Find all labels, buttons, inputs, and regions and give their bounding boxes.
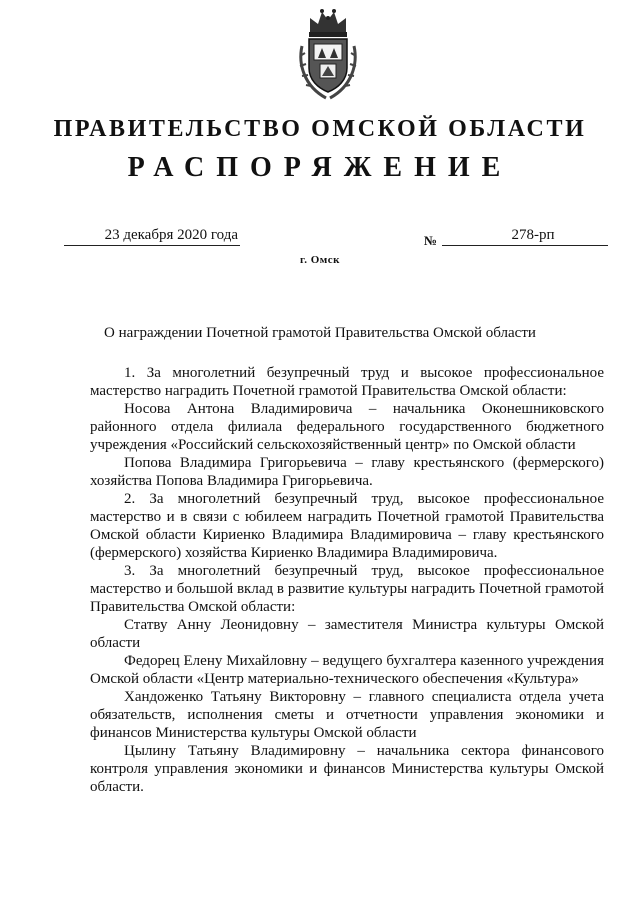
omsk-coat-of-arms-icon xyxy=(296,6,360,102)
date-field xyxy=(64,226,240,246)
paragraph: Цылину Татьяну Владимировну – начальника сектора финансового контроля управления экономики и финансов Министерства культуры Омской области. xyxy=(90,743,604,795)
document-subject: О награждении Почетной грамотой Правительства Омской области xyxy=(104,325,536,341)
paragraph: Носова Антона Владимировича – начальника Оконешниковского районного отдела филиала федерального государственного бюджетного учреждения «Российский сельскохозяйственный центр» по Омской области xyxy=(90,401,604,453)
number-sign: № xyxy=(424,233,438,248)
document-number: 278-рп xyxy=(511,227,555,243)
paragraph: Попова Владимира Григорьевича – главу крестьянского (фермерского) хозяйства Попова Владимира Григорьевича. xyxy=(90,455,604,489)
paragraph: Федорец Елену Михайловну – ведущего бухгалтера казенного учреждения Омской области «Центр материально-технического обеспечения «Культура» xyxy=(90,653,604,687)
paragraph: 1. За многолетний безупречный труд и высокое профессиональное мастерство наградить Почетной грамотой Правительства Омской области: xyxy=(90,365,604,399)
paragraph: Хандоженко Татьяну Викторовну – главного специалиста отдела учета обязательств, исполнения сметы и отчетности управления экономики и финансов Министерства культуры Омской области xyxy=(90,689,604,741)
document-type: РАСПОРЯЖЕНИЕ xyxy=(127,152,513,183)
number-field xyxy=(442,226,608,246)
document-body xyxy=(90,364,604,796)
city: г. Омск xyxy=(299,254,341,266)
government-name: ПРАВИТЕЛЬСТВО ОМСКОЙ ОБЛАСТИ xyxy=(53,116,587,142)
paragraph: 2. За многолетний безупречный труд, высокое профессиональное мастерство и в связи с юбилеем наградить Почетной грамотой Правительства Омской области Кириенко Владимира Владимировича – главу крестьянского (фермерского) хозяйства Кириенко Владимира Владимировича. xyxy=(90,491,604,561)
paragraph: 3. За многолетний безупречный труд, высокое профессиональное мастерство и большой вклад в развитие культуры наградить Почетной грамотой Правительства Омской области: xyxy=(90,563,604,615)
paragraph: Статву Анну Леонидовну – заместителя Министра культуры Омской области xyxy=(90,617,604,651)
document-date: 23 декабря 2020 года xyxy=(104,227,238,243)
